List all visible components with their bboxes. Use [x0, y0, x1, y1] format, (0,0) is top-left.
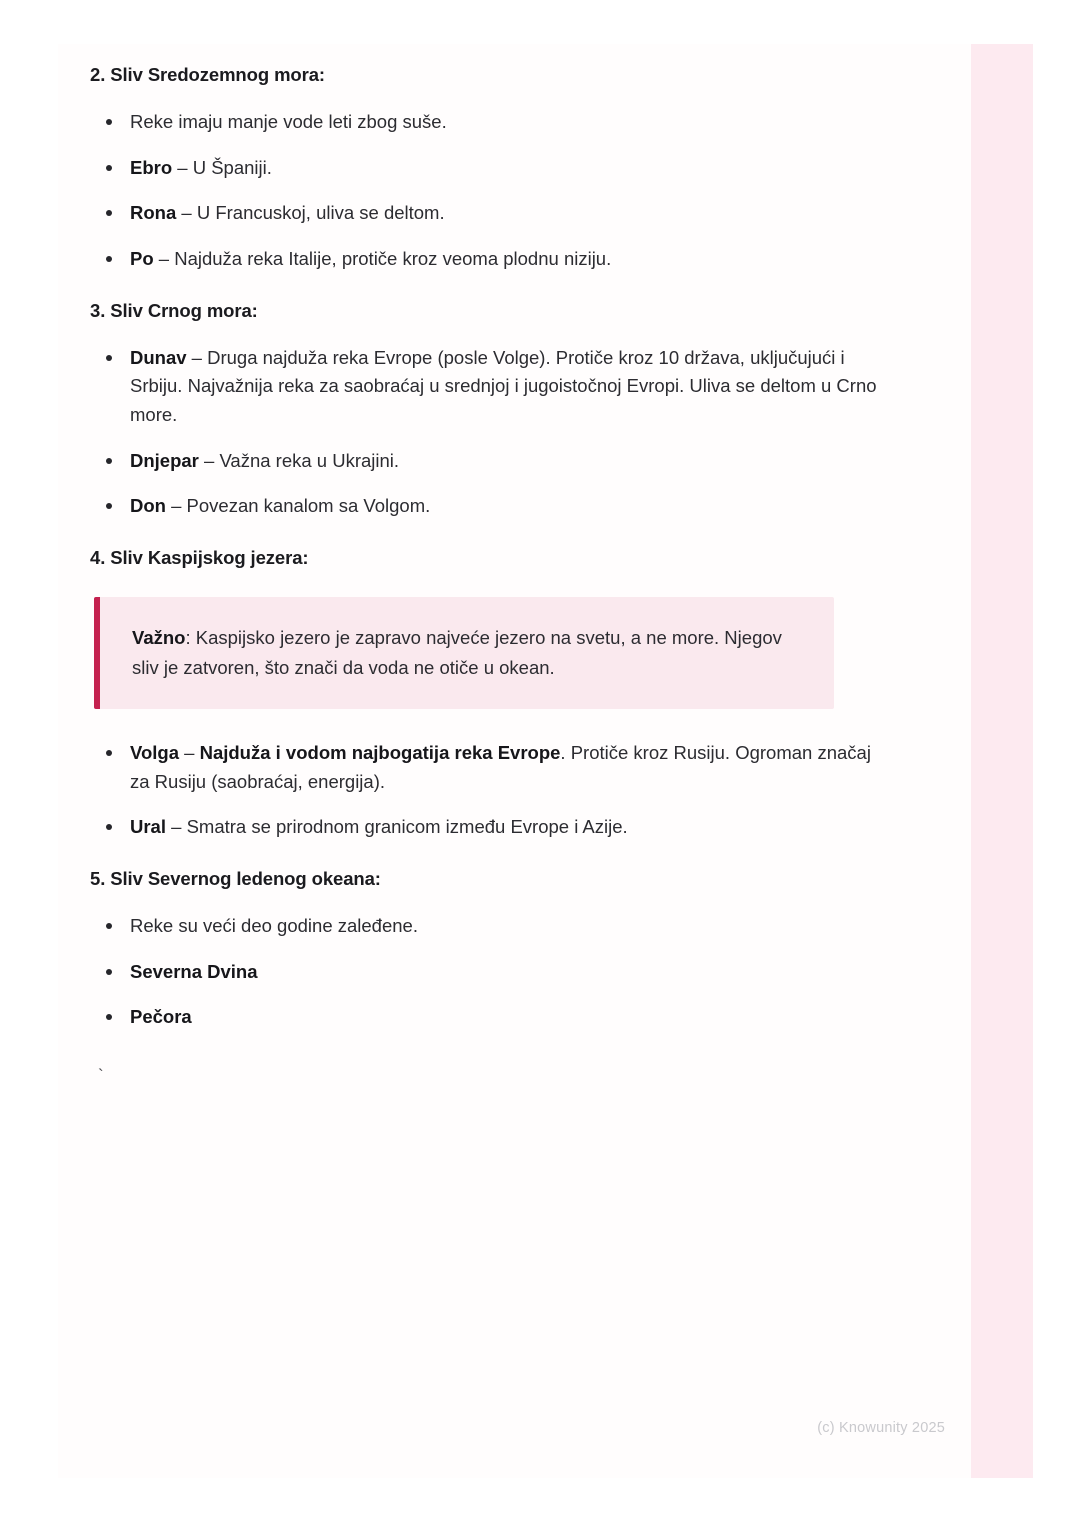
section-heading-mediterranean: 2. Sliv Sredozemnog mora:: [90, 64, 325, 85]
list-item: [90, 154, 880, 183]
list-item-term: Volga: [130, 741, 179, 763]
list-item: [90, 739, 880, 796]
trailing-backtick: `: [98, 1066, 104, 1086]
list-item-text: – Najduža reka Italije, protiče kroz veoma plodnu niziju.: [153, 248, 612, 270]
list-item-term: Don: [130, 495, 166, 517]
list-item: [90, 245, 880, 274]
list-item-text-cont: . Protiče kroz Rusiju. Ogroman značaj za Rusiju (saobraćaj, energija).: [130, 741, 871, 792]
list-item-text: – Druga najduža reka Evrope (posle Volge). Protiče kroz 10 država, uključujući i Srbiju. Najvažnija reka za saobraćaj u srednjoj i jugoistočnoj Evropi. Uliva se deltom u Crno more.: [130, 346, 877, 426]
list-item-term: Pečora: [130, 1006, 192, 1028]
section-heading-caspian: 4. Sliv Kaspijskog jezera:: [90, 547, 309, 569]
page-sheet: [58, 44, 1033, 1478]
list-arctic: [90, 912, 880, 1032]
watermark: (c) Knowunity 2025: [817, 1420, 945, 1436]
callout-body: : Kaspijsko jezero je zapravo najveće jezero na svetu, a ne more. Njegov sliv je zatvoren, što znači da voda ne otiče u okean.: [132, 627, 782, 679]
section-heading-black-sea: 3. Sliv Crnog mora:: [90, 299, 258, 321]
section-heading-arctic: 5. Sliv Severnog ledenog okeana:: [90, 868, 381, 889]
callout-text: [132, 623, 806, 683]
list-item-text: – Povezan kanalom sa Volgom.: [165, 495, 431, 517]
list-item: [90, 108, 880, 137]
list-item: [90, 199, 880, 228]
list-item-text: – Važna reka u Ukrajini.: [198, 449, 400, 471]
list-item-text: – U Francuskoj, uliva se deltom.: [176, 202, 445, 224]
list-mediterranean: [90, 108, 880, 274]
callout-label: Važno: [132, 627, 186, 649]
list-item: [90, 813, 880, 842]
page-side-stripe: [971, 44, 1033, 1478]
list-item-text: Reke su veći deo godine zaleđene.: [130, 915, 418, 936]
list-item: [90, 912, 880, 941]
page-content: [90, 52, 880, 1086]
list-item-text: – U Španiji.: [172, 156, 272, 178]
list-item-emphasis: Najduža i vodom najbogatija reka Evrope: [199, 741, 561, 763]
list-item-term: Rona: [130, 202, 177, 224]
list-item: [90, 958, 880, 987]
list-item-text: –: [179, 741, 200, 763]
list-item: [90, 492, 880, 521]
list-item-text: Reke imaju manje vode leti zbog suše.: [130, 111, 447, 132]
list-item-term: Dnjepar: [130, 449, 199, 471]
list-item: [90, 1003, 880, 1032]
list-item: [90, 447, 880, 476]
list-item-term: Po: [130, 248, 154, 270]
list-item-term: Dunav: [130, 346, 187, 368]
list-black-sea: [90, 344, 880, 521]
list-item-term: Ural: [130, 816, 166, 838]
list-item-term: Severna Dvina: [130, 960, 258, 982]
list-caspian: [90, 739, 880, 842]
important-callout: [94, 597, 834, 709]
list-item: [90, 344, 880, 430]
list-item-text: – Smatra se prirodnom granicom između Evrope i Azije.: [166, 816, 628, 838]
list-item-term: Ebro: [130, 156, 173, 178]
